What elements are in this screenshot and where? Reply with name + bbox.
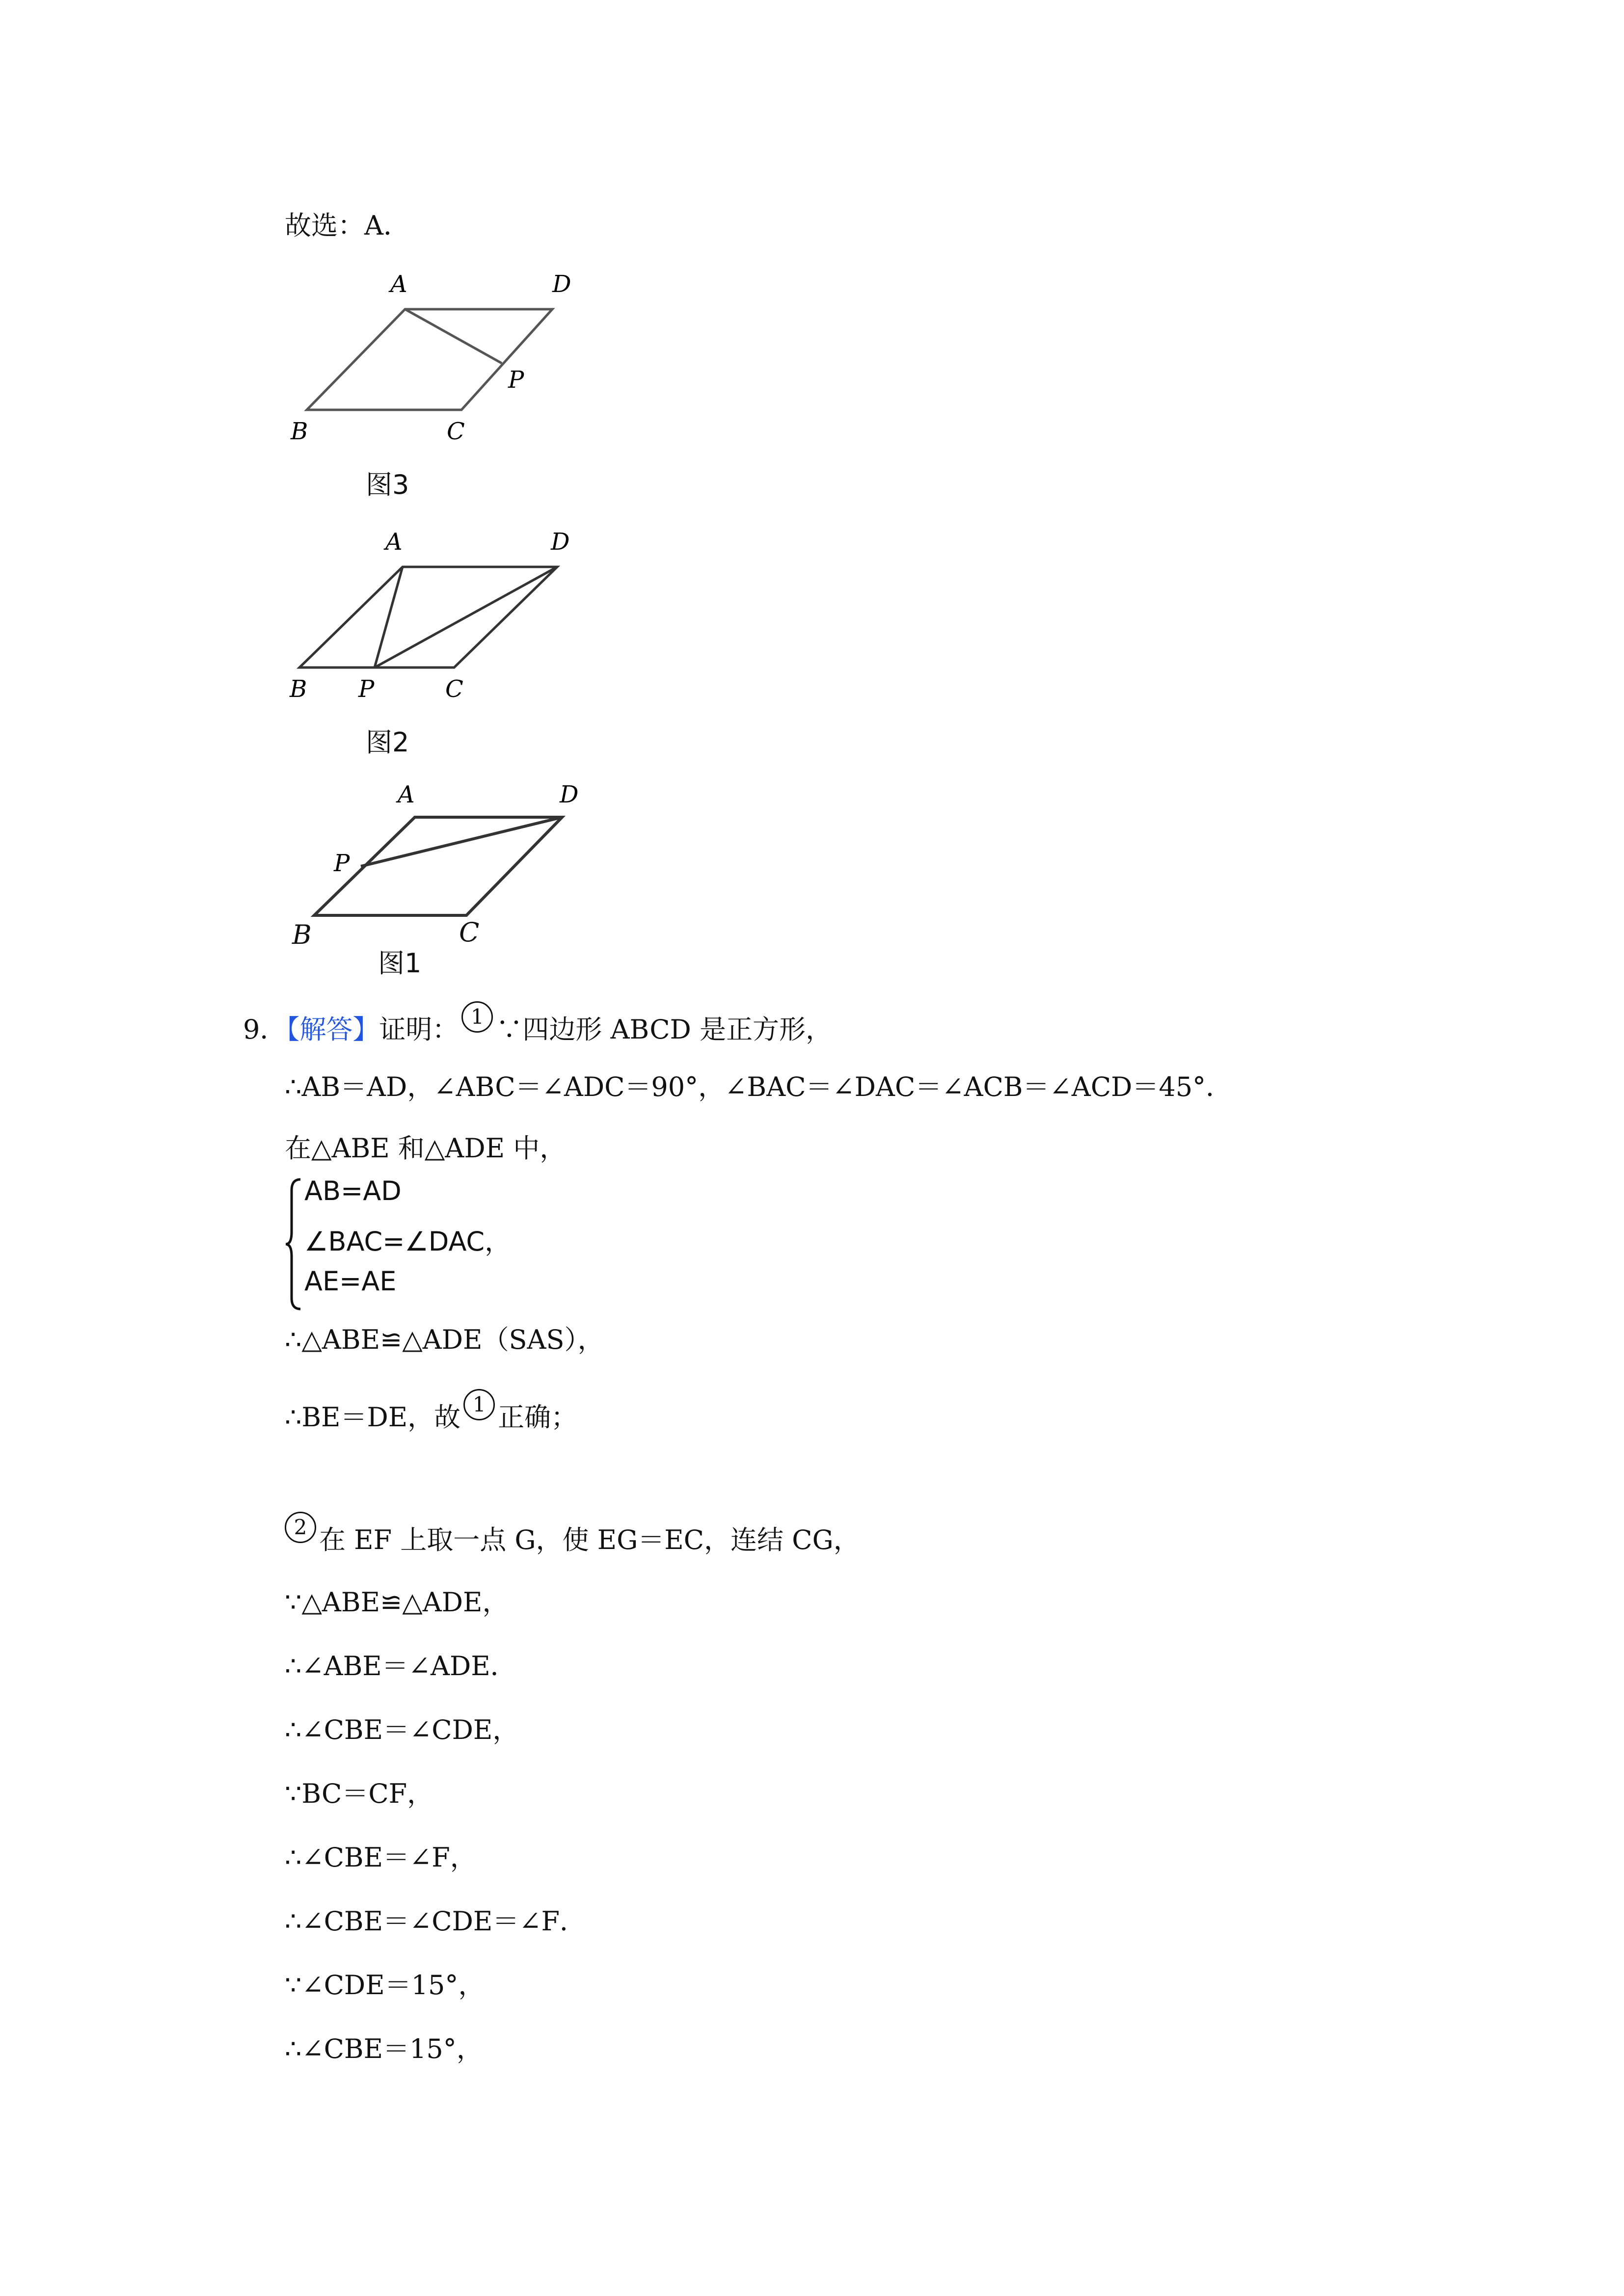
answer-line: 故选：A． — [285, 210, 410, 241]
figure-1-label-B: B — [292, 919, 312, 950]
figure-3 — [280, 270, 623, 466]
label-C: C — [445, 675, 463, 703]
label-C: C — [447, 418, 465, 445]
figure-1-caption: 图1 — [378, 948, 422, 979]
figure-1 — [280, 783, 623, 930]
label-P: P — [358, 675, 375, 703]
circled-number-1: 1 — [463, 1389, 495, 1420]
proof-text: 在 EF 上取一点 G，使 EG＝EC，连结 CG， — [319, 1524, 860, 1555]
label-B: B — [290, 675, 307, 703]
label-D: D — [560, 783, 579, 808]
proof-text: 正确； — [498, 1402, 578, 1433]
label-P: P — [334, 850, 350, 877]
proof-line: ∵∠CDE＝15°， — [285, 1970, 485, 2001]
equation-row: ∠BAC=∠DAC， — [304, 1226, 512, 1257]
equation-row: AB=AD — [304, 1175, 402, 1206]
answer-tag: 【解答】 — [286, 1014, 379, 1045]
label-P: P — [508, 366, 524, 394]
solution-heading — [243, 1001, 832, 1047]
circled-number-2: 2 — [285, 1512, 316, 1543]
proof-line: ∵△ABE≌△ADE， — [285, 1587, 509, 1618]
proof-line — [285, 1512, 860, 1557]
equation-system — [285, 1175, 727, 1313]
proof-line: ∴∠ABE＝∠ADE． — [285, 1651, 517, 1682]
figure-3-caption: 图3 — [366, 469, 409, 500]
circled-number-1: 1 — [461, 1001, 493, 1033]
proof-line: ∴△ABE≌△ADE（SAS）， — [285, 1324, 604, 1355]
question-number: 9． — [243, 1014, 287, 1045]
equation-row: AE=AE — [304, 1266, 397, 1297]
figure-1-label-C: C — [459, 917, 480, 948]
label-B: B — [291, 418, 308, 445]
proof-line: ∴∠CBE＝∠CDE， — [285, 1714, 519, 1745]
proof-line: ∴AB＝AD，∠ABC＝∠ADC＝90°，∠BAC＝∠DAC＝∠ACB＝∠ACD＝45°． — [285, 1071, 1233, 1102]
proof-line: ∵BC＝CF， — [285, 1778, 434, 1809]
figure-2 — [280, 528, 623, 724]
label-D: D — [551, 528, 570, 556]
label-D: D — [552, 270, 571, 298]
left-brace-icon — [285, 1175, 304, 1313]
proof-text: ∴BE＝DE，故 — [285, 1402, 461, 1433]
label-A: A — [385, 528, 403, 556]
proof-line: ∴∠CBE＝∠F， — [285, 1842, 477, 1873]
proof-line — [285, 1389, 577, 1435]
label-A: A — [390, 270, 407, 298]
figure-2-caption: 图2 — [366, 727, 409, 758]
premise-text: ∵四边形 ABCD 是正方形， — [496, 1014, 832, 1045]
label-A: A — [398, 783, 415, 808]
proof-label: 证明： — [379, 1014, 459, 1045]
proof-line: 在△ABE 和△ADE 中， — [285, 1133, 567, 1164]
proof-line: ∴∠CBE＝∠CDE＝∠F． — [285, 1906, 587, 1937]
proof-line: ∴∠CBE＝15°， — [285, 2033, 483, 2064]
